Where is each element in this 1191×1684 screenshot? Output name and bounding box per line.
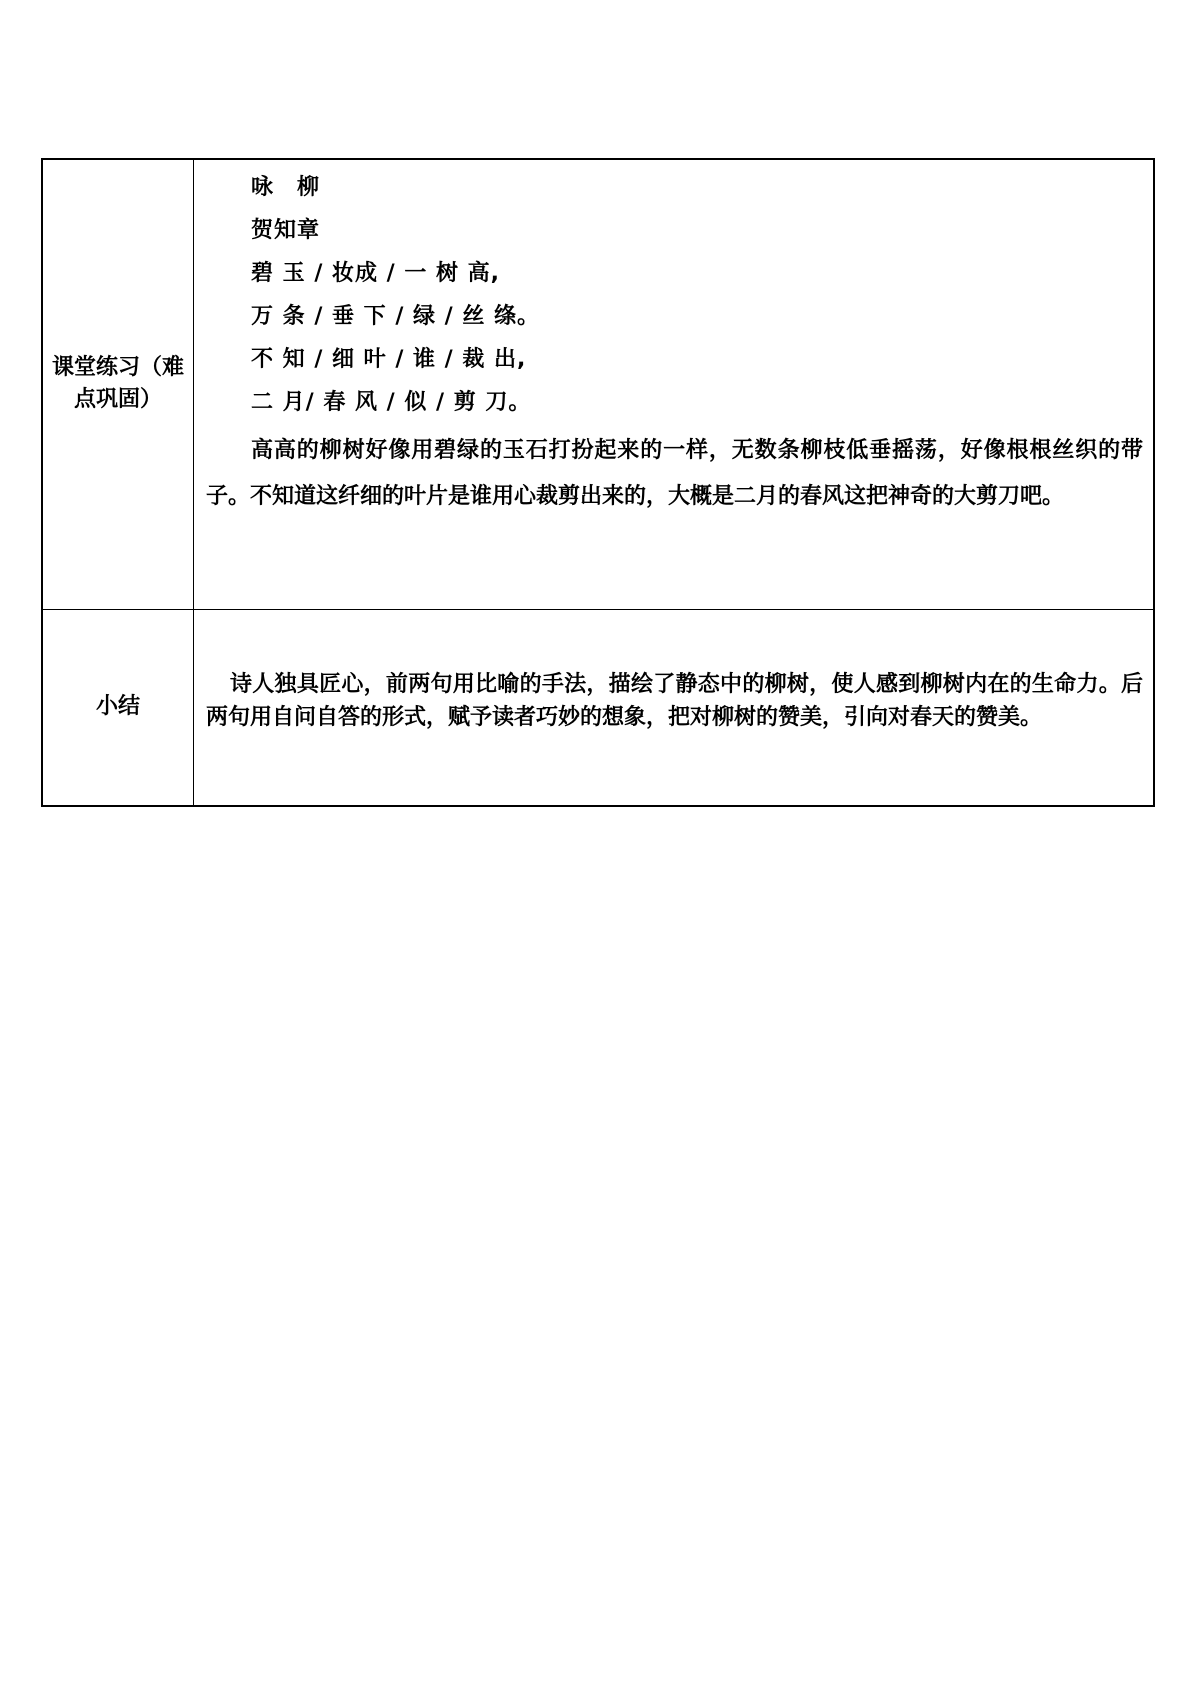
practice-row [42,159,1154,609]
practice-label: 课堂练习（难点巩固） [42,159,194,609]
summary-label: 小结 [42,609,194,806]
summary-paragraph: 诗人独具匠心，前两句用比喻的手法，描绘了静态中的柳树，使人感到柳树内在的生命力。后两句用自问自答的形式，赋予读者巧妙的想象，把对柳树的赞美，引向对春天的赞美。 [206,671,1143,730]
poem-translation: 高高的柳树好像用碧绿的玉石打扮起来的一样，无数条柳枝低垂摇荡，好像根根丝织的带子。不知道这纤细的叶片是谁用心裁剪出来的，大概是二月的春风这把神奇的大剪刀吧。 [206,438,1143,509]
poem-line-4: 二 月/ 春 风 / 似 / 剪 刀。 [251,390,532,415]
poem-author: 贺知章 [251,218,321,243]
practice-content [194,159,1155,609]
poem-line-3: 不 知 / 细 叶 / 谁 / 裁 出, [251,347,527,372]
poem-line-2: 万 条 / 垂 下 / 绿 / 丝 绦。 [251,304,541,329]
poem-line-1: 碧 玉 / 妆成 / 一 树 高, [251,261,501,286]
summary-row [42,609,1154,806]
poem-title: 咏 柳 [251,175,321,200]
lesson-table [41,158,1155,807]
summary-content [194,609,1155,806]
